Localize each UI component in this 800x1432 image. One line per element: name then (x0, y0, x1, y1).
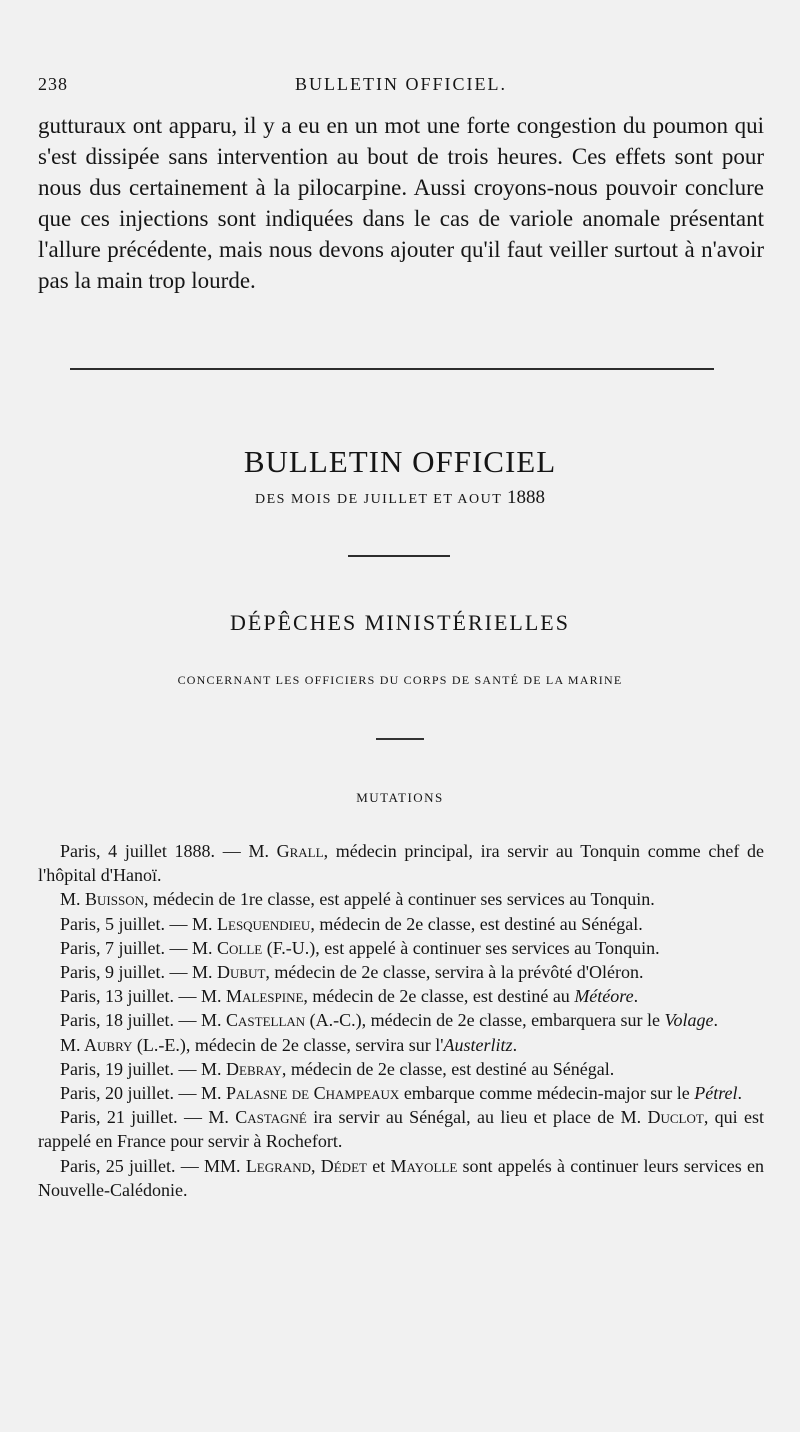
entry-text: embarque comme médecin-major sur le (399, 1083, 695, 1104)
lead-paragraph-text: gutturaux ont apparu, il y a eu en un mot une forte congestion du poumon qui s'est dissipée sans intervention au bout de trois heures. Ces effets sont pour nous dus certainement à la pilocarpine. Aussi croyons-nous pouvoir conclure que ces injections sont indiquées dans le cas de variole anomale présentant l'allure précédente, mais nous devons ajouter qu'il faut veiller surtout à n'avoir pas la main trop lourde. (38, 113, 764, 293)
mutation-entry (38, 887, 764, 911)
running-title: BULLETIN OFFICIEL. (295, 74, 507, 94)
mutation-entry (38, 1057, 764, 1081)
entry-date: Paris, 18 juillet. — (60, 1010, 197, 1031)
entry-officer-name: M. Lesquendieu, (192, 913, 315, 934)
running-header (38, 74, 764, 98)
mutation-entry (38, 1154, 764, 1202)
entry-officer-name: M. Debray, (201, 1058, 287, 1079)
entry-text-after: . (713, 1010, 719, 1031)
entry-officer-name: M. Grall, (248, 841, 329, 861)
entry-date: Paris, 20 juillet. — (60, 1083, 197, 1104)
entry-date: Paris, 25 juillet. — (60, 1155, 199, 1176)
entry-text: médecin de 2e classe, servira à la prévôté d'Oléron. (269, 962, 644, 983)
entry-text: médecin principal, ira servir au Tonquin comme chef de l'hôpital d'Hanoï. (38, 841, 765, 886)
entry-date: Paris, 13 juillet. — (60, 986, 197, 1007)
section-subtitle: CONCERNANT LES OFFICIERS DU CORPS DE SANTÉ DE LA MARINE (177, 673, 623, 687)
entry-officer-name: M. Duclot, (620, 1107, 709, 1128)
entry-officer-name: M. Castagné (208, 1107, 307, 1128)
entry-date: Paris, 5 juillet. — (60, 913, 188, 934)
mutation-entry (38, 984, 764, 1008)
entry-date: Paris, 7 juillet. — (60, 937, 188, 958)
entry-text: médecin de 2e classe, embarquera sur le (366, 1010, 665, 1031)
entry-officer-name: M. Palasne de Champeaux (201, 1083, 400, 1104)
entry-text-after: . (512, 1034, 518, 1055)
entry-text: médecin de 2e classe, est destiné au (307, 986, 575, 1007)
entry-officer-name: M. Dubut, (192, 962, 270, 983)
entry-officer-name: MM. Legrand, Dédet (204, 1155, 367, 1176)
page-number: 238 (38, 74, 68, 94)
entry-officer-name: M. Castellan (A.-C.), (201, 1010, 367, 1031)
entry-text: médecin de 2e classe, servira sur l' (190, 1034, 444, 1055)
section-title: DÉPÊCHES MINISTÉRIELLES (230, 610, 570, 635)
mutation-entry (38, 960, 764, 984)
mutation-entry (38, 1033, 764, 1057)
mutation-entry (38, 912, 764, 936)
entry-text: est appelé à continuer ses services au Tonquin. (319, 937, 660, 958)
entry-officer-name: M. Malespine, (201, 986, 308, 1007)
entry-officer-name: M. Aubry (L.-E.), (60, 1034, 191, 1055)
entry-date: Paris, 19 juillet. — (60, 1058, 197, 1079)
entry-officer-name: M. Buisson, (60, 889, 149, 910)
mutations-heading: MUTATIONS (356, 790, 444, 805)
mutations-list (38, 839, 764, 1202)
entry-text: ira servir au Sénégal, au lieu et place de (306, 1107, 621, 1128)
entry-ship-name: Austerlitz (443, 1034, 513, 1055)
entry-text-after: sont appelés à continuer leurs services en Nouvelle-Calédonie. (38, 1155, 764, 1200)
mutation-entry (38, 1008, 764, 1032)
subtitle-months: DES MOIS DE JUILLET ET AOUT (255, 492, 502, 507)
entry-text: médecin de 2e classe, est destiné au Sénégal. (314, 913, 643, 934)
mutation-entry (38, 1105, 764, 1153)
entry-text: médecin de 1re classe, est appelé à continuer ses services au Tonquin. (148, 889, 655, 910)
entry-date: Paris, 4 juillet 1888. — (60, 841, 241, 861)
entry-ship-name: Météore (574, 986, 634, 1007)
entry-officer-name: M. Colle (F.-U.), (192, 937, 320, 958)
mutation-entry (38, 1081, 764, 1105)
entry-ship-name: Pétrel (694, 1083, 738, 1104)
mutation-entry (38, 839, 764, 887)
mutation-entry (38, 936, 764, 960)
bulletin-title: BULLETIN OFFICIEL (243, 443, 557, 479)
entry-text-after: . (737, 1083, 743, 1104)
section-divider-long (70, 368, 714, 370)
entry-officer-name: Mayolle (390, 1155, 458, 1176)
entry-text-after: . (633, 986, 639, 1007)
bulletin-subtitle (0, 487, 800, 509)
subtitle-year: 1888 (507, 487, 545, 508)
entry-ship-name: Volage (664, 1010, 714, 1031)
section-divider-tiny (376, 738, 424, 740)
entry-text: médecin de 2e classe, est destiné au Sénégal. (286, 1058, 615, 1079)
entry-date: Paris, 21 juillet. — (60, 1107, 203, 1128)
entry-date: Paris, 9 juillet. — (60, 962, 188, 983)
lead-paragraph (38, 110, 764, 296)
entry-text-after: qui est rappelé en France pour servir à Rochefort. (38, 1107, 765, 1152)
entry-text: et (366, 1155, 391, 1176)
section-divider-short (348, 555, 450, 557)
